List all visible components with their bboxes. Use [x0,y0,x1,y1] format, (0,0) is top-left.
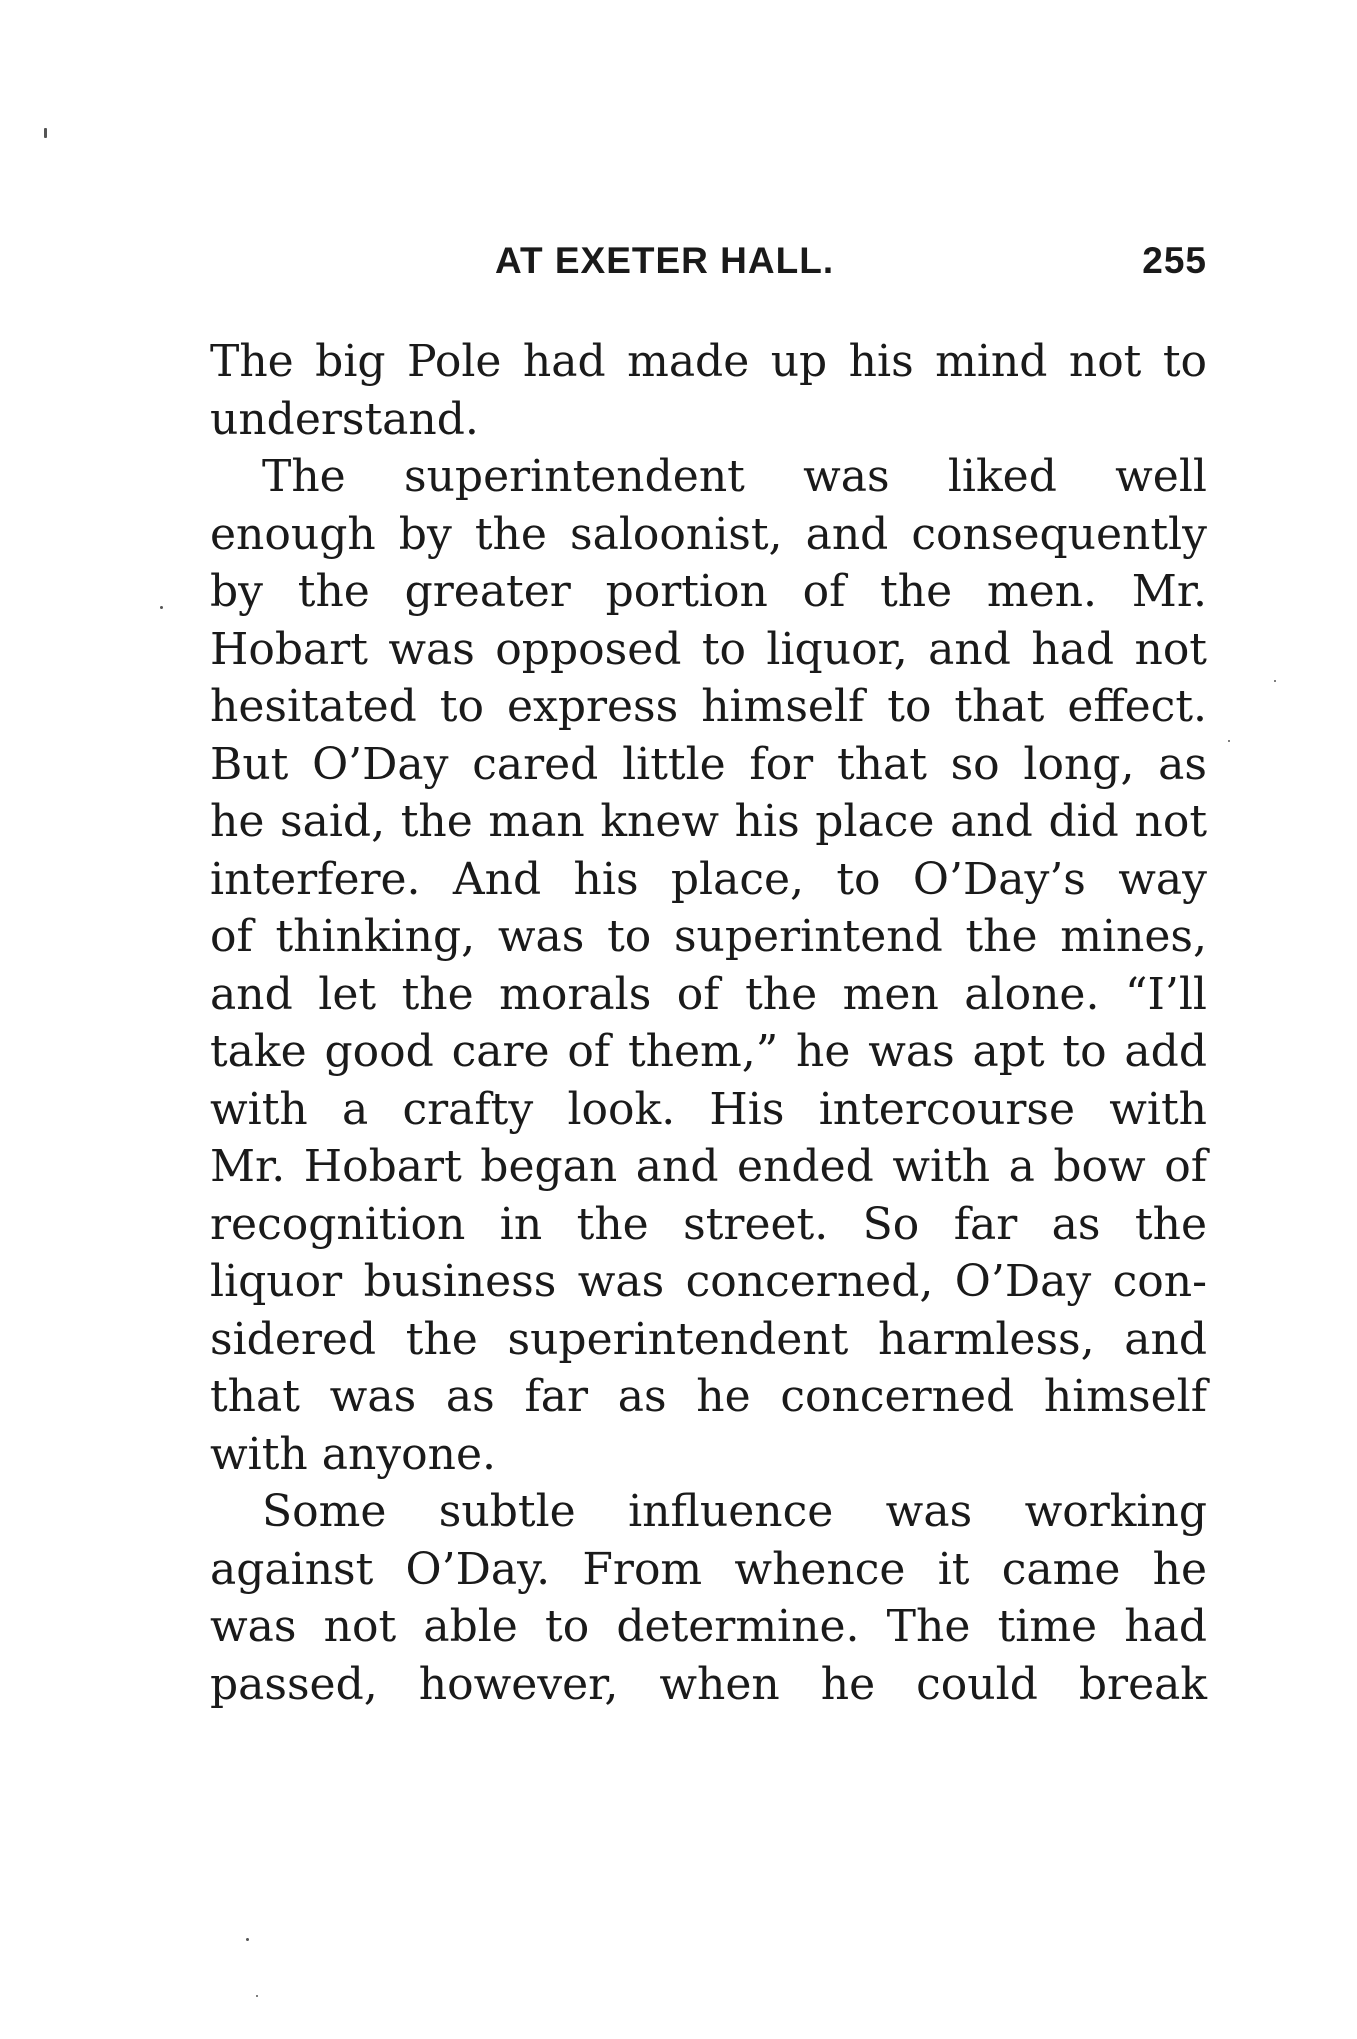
text-line: hesitated to express himself to that effect. [210,681,1207,732]
running-title: AT EXETER HALL. [495,240,835,281]
text-line: and let the morals of the men alone. “I’ll [210,968,1207,1020]
text-line: liquor business was concerned, O’Day con- [210,1256,1207,1307]
scan-speck [1274,680,1276,682]
text-line: The superintendent was liked well [262,451,1207,502]
text-line: sidered the superintendent harmless, and [210,1313,1207,1365]
text-line: by the greater portion of the men. Mr. [210,566,1207,617]
scan-speck [160,606,163,609]
page-number: 255 [1142,240,1207,281]
text-line: passed, however, when he could break [210,1658,1207,1710]
text-line: take good care of them,” he was apt to add [210,1026,1207,1077]
text-line: Hobart was opposed to liquor, and had not [210,623,1207,675]
text-line: Some subtle influence was working [262,1486,1207,1537]
text-line: that was as far as he concerned himself [210,1371,1207,1422]
text-line: with anyone. [210,1428,497,1480]
text-line: The big Pole had made up his mind not to [210,336,1207,387]
text-line: enough by the saloonist, and consequently [210,508,1207,560]
running-head [205,240,1207,300]
text-line: interfere. And his place, to O’Day’s way [210,853,1207,905]
scan-speck [256,1995,258,1997]
text-line: of thinking, was to superintend the mines, [210,911,1207,962]
text-line: understand. [210,393,479,445]
text-line: Mr. Hobart began and ended with a bow of [210,1141,1207,1192]
text-line: recognition in the street. So far as the [210,1198,1207,1250]
scan-speck [1228,740,1230,742]
text-line: with a crafty look. His intercourse with [210,1083,1207,1135]
text-line: But O’Day cared little for that so long, as [210,738,1207,790]
text-line: he said, the man knew his place and did not [210,796,1207,847]
body-text [210,333,1207,1713]
text-line: against O’Day. From whence it came he [210,1543,1207,1595]
scan-speck [246,1938,249,1941]
scan-speck [44,128,47,138]
text-line: was not able to determine. The time had [210,1601,1207,1652]
